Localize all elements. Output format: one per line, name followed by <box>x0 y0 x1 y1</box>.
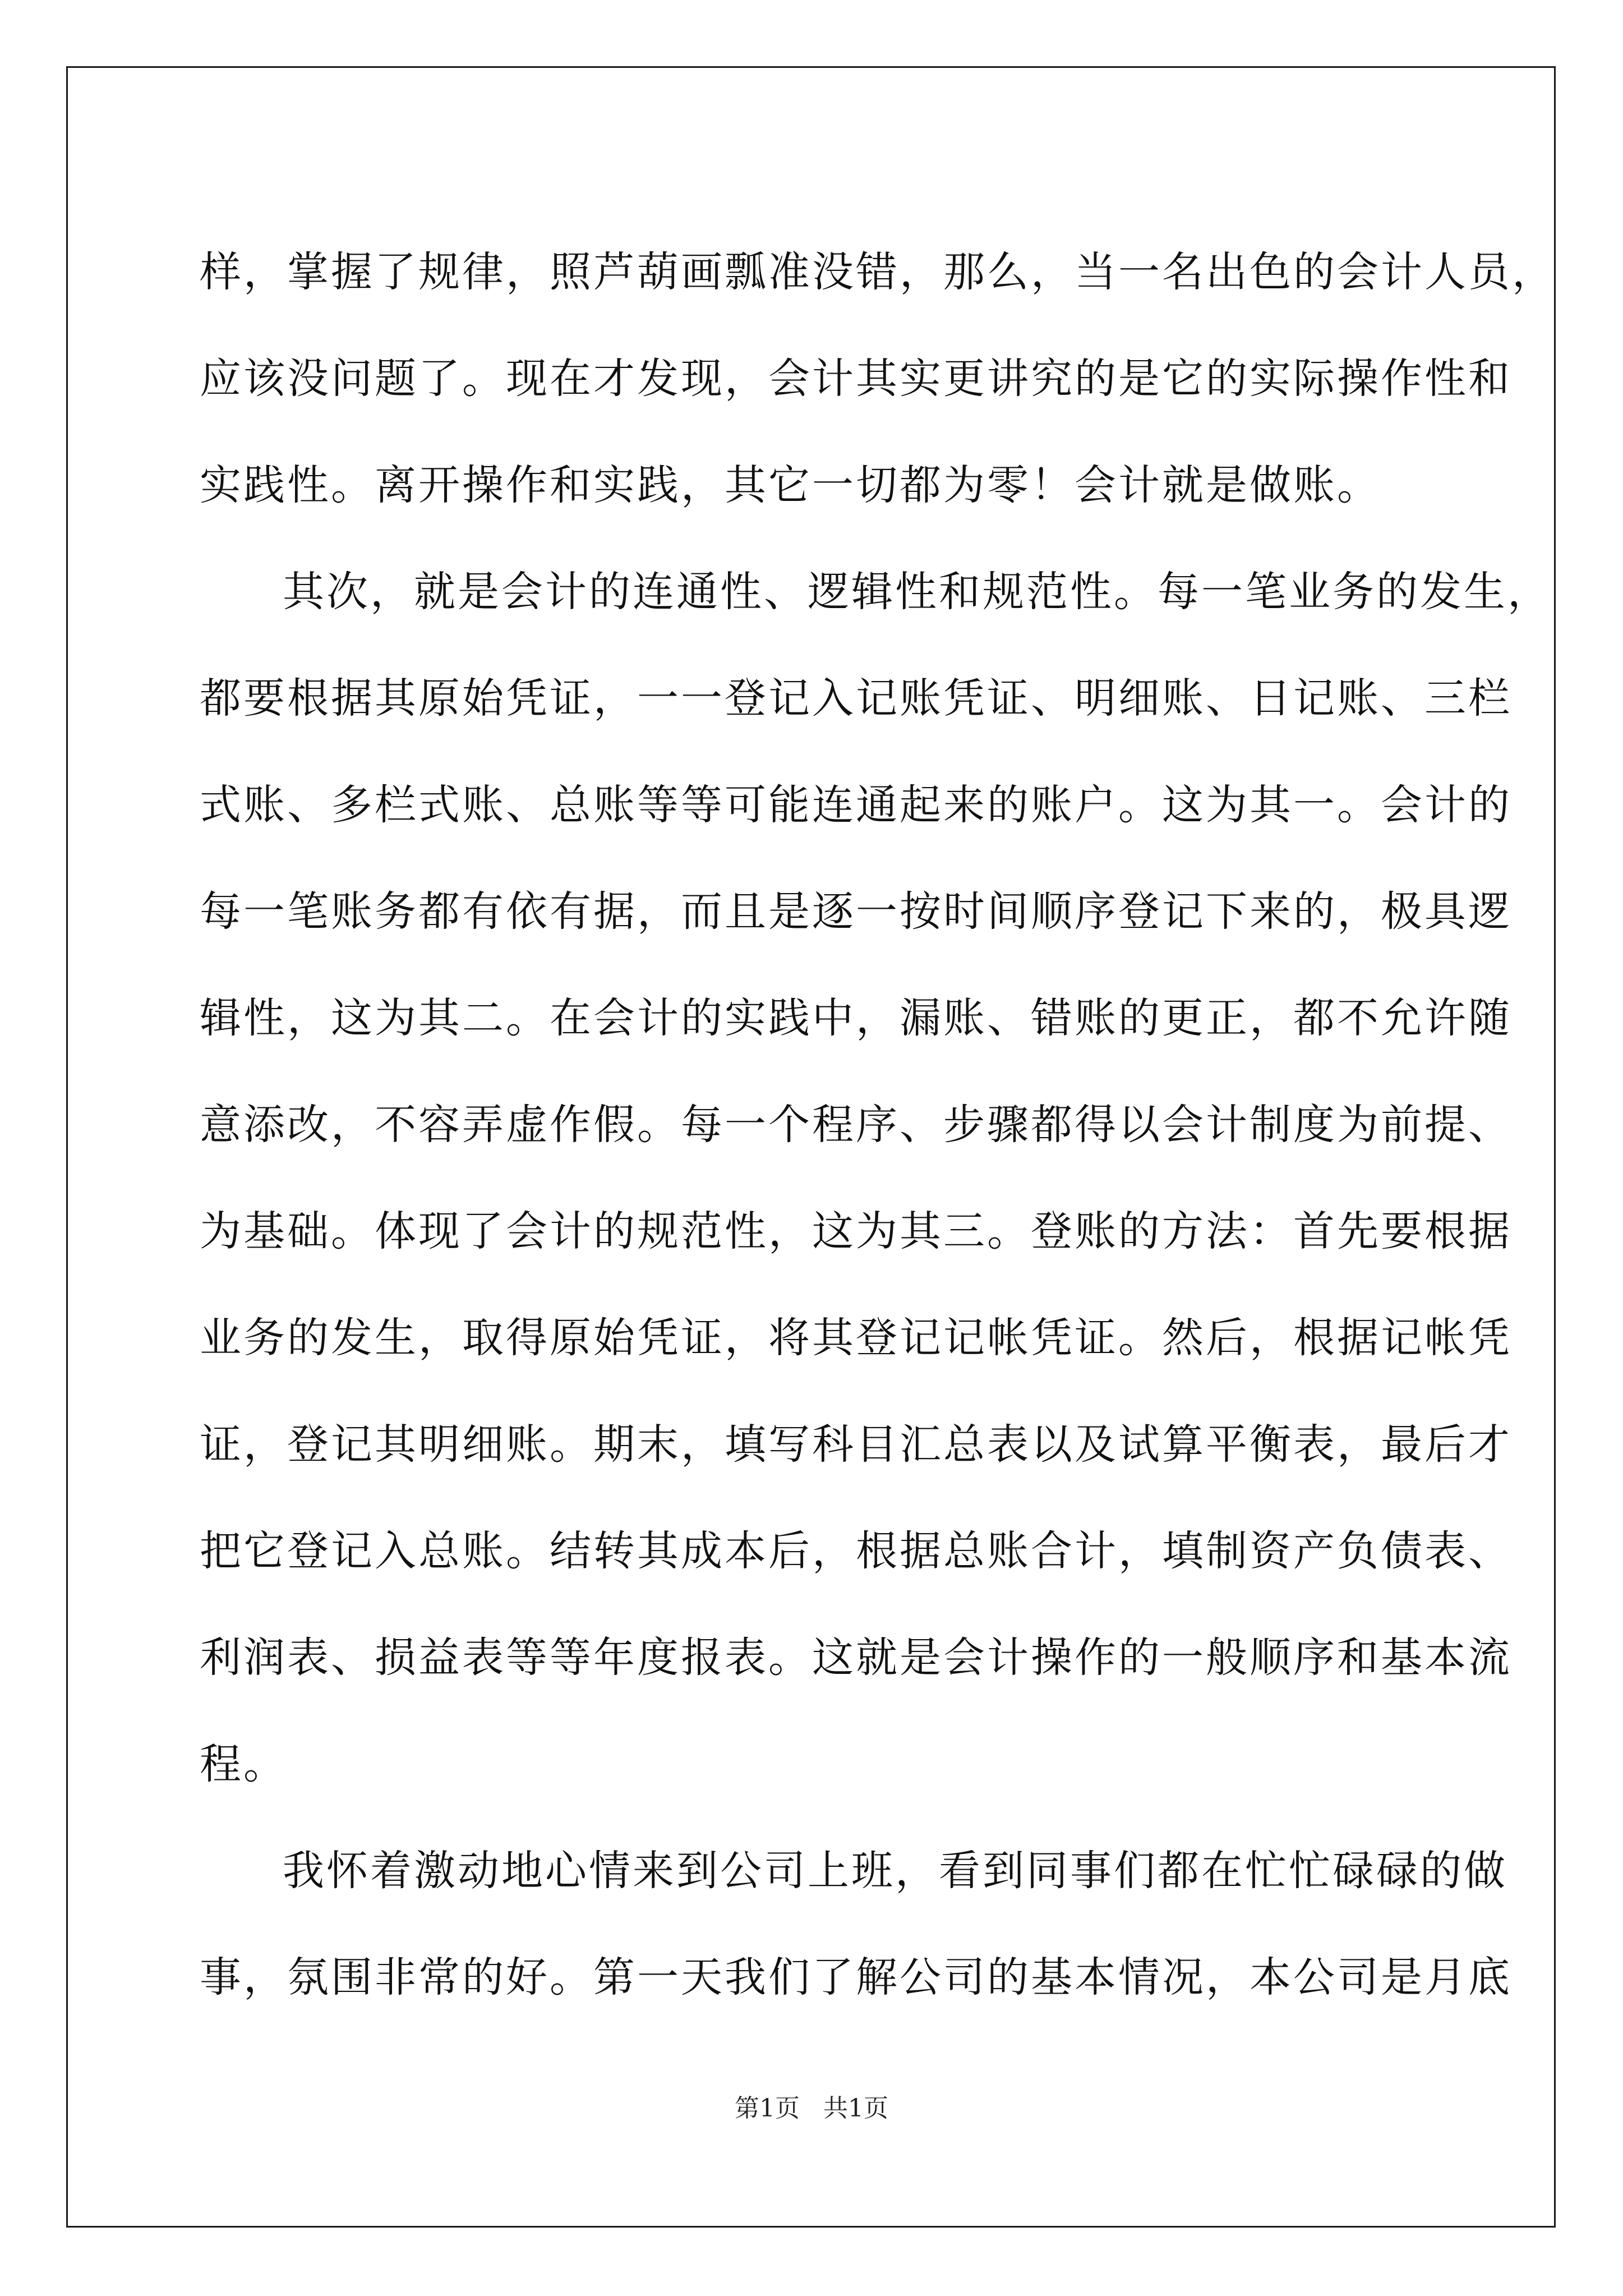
text-line: 程。 <box>200 1740 287 1788</box>
text-line: 我怀着激动地心情来到公司上班，看到同事们都在忙忙碌碌的做 <box>283 1847 1507 1895</box>
page-number-total: 共1页 <box>823 2094 888 2123</box>
text-line: 每一笔账务都有依有据，而且是逐一按时间顺序登记下来的，极具逻 <box>200 887 1512 936</box>
text-line: 业务的发生，取得原始凭证，将其登记记帐凭证。然后，根据记帐凭 <box>200 1314 1512 1362</box>
text-line: 事，氛围非常的好。第一天我们了解公司的基本情况，本公司是月底 <box>200 1953 1512 2001</box>
text-line: 实践性。离开操作和实践，其它一切都为零！会计就是做账。 <box>200 461 1381 509</box>
text-line: 式账、多栏式账、总账等等可能连通起来的账户。这为其一。会计的 <box>200 781 1512 829</box>
paragraph-3 <box>200 1818 1512 2031</box>
text-line: 利润表、损益表等等年度报表。这就是会计操作的一般顺序和基本流 <box>200 1634 1512 1682</box>
text-line: 证，登记其明细账。期末，填写科目汇总表以及试算平衡表，最后才 <box>200 1420 1512 1469</box>
document-body <box>200 219 1556 2031</box>
text-line: 都要根据其原始凭证，一一登记入记账凭证、明细账、日记账、三栏 <box>200 674 1512 723</box>
text-line: 其次，就是会计的连通性、逻辑性和规范性。每一笔业务的发生， <box>283 568 1551 616</box>
page-number-current: 第1页 <box>735 2094 800 2123</box>
text-line: 样，掌握了规律，照芦葫画瓢准没错，那么，当一名出色的会计人员， <box>200 248 1556 296</box>
text-line: 意添改，不容弄虚作假。每一个程序、步骤都得以会计制度为前提、 <box>200 1101 1512 1149</box>
paragraph-1 <box>200 219 1556 539</box>
text-line: 应该没问题了。现在才发现，会计其实更讲究的是它的实际操作性和 <box>200 355 1512 403</box>
text-line: 把它登记入总账。结转其成本后，根据总账合计，填制资产负债表、 <box>200 1527 1512 1575</box>
paragraph-2 <box>200 539 1551 1818</box>
text-line: 辑性，这为其二。在会计的实践中，漏账、错账的更正，都不允许随 <box>200 994 1512 1042</box>
text-line: 为基础。体现了会计的规范性，这为其三。登账的方法：首先要根据 <box>200 1207 1512 1255</box>
page-footer <box>0 2088 1623 2124</box>
